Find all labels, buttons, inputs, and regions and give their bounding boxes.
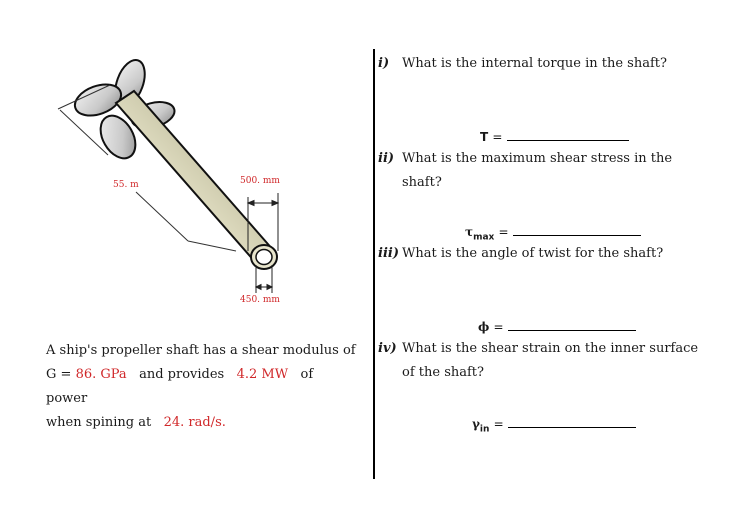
problem-line-1: A ship's propeller shaft has a shear modulus of (46, 343, 356, 358)
question-2: ii) What is the maximum shear stress in the shaft? (378, 151, 673, 190)
problem-line-3: when spining at 24. rad/s. (46, 415, 226, 430)
column-divider (373, 49, 375, 479)
problem-statement (46, 339, 356, 435)
answer-blank[interactable] (513, 223, 641, 236)
question-4: iv) What is the shear strain on the inner surface of the shaft? (378, 341, 699, 380)
answer-angle-of-twist[interactable]: ϕ = (478, 318, 636, 334)
answer-blank[interactable] (508, 415, 636, 428)
shear-modulus-value: 86. GPa (75, 367, 127, 382)
length-label: 55. m (113, 180, 139, 190)
power-value: 4.2 MW (236, 367, 289, 382)
answer-max-shear-stress[interactable]: $\tau_{max}$ = (465, 223, 641, 242)
answer-torque[interactable]: T = (480, 128, 629, 144)
inner-diameter-label: 450. mm (240, 295, 280, 305)
angular-speed-value: 24. rad/s. (163, 415, 226, 430)
answer-shear-strain[interactable]: $\gamma_{in}$ = (472, 415, 636, 434)
question-3: iii) What is the angle of twist for the shaft? (378, 246, 664, 261)
outer-diameter-label: 500. mm (240, 176, 280, 186)
propeller-shaft-figure (40, 55, 340, 315)
answer-blank[interactable] (508, 318, 636, 331)
problem-line-2: G = 86. GPa and provides 4.2 MW of power (46, 367, 314, 406)
question-1: i) What is the internal torque in the shaft? (378, 56, 667, 71)
answer-blank[interactable] (507, 128, 629, 141)
